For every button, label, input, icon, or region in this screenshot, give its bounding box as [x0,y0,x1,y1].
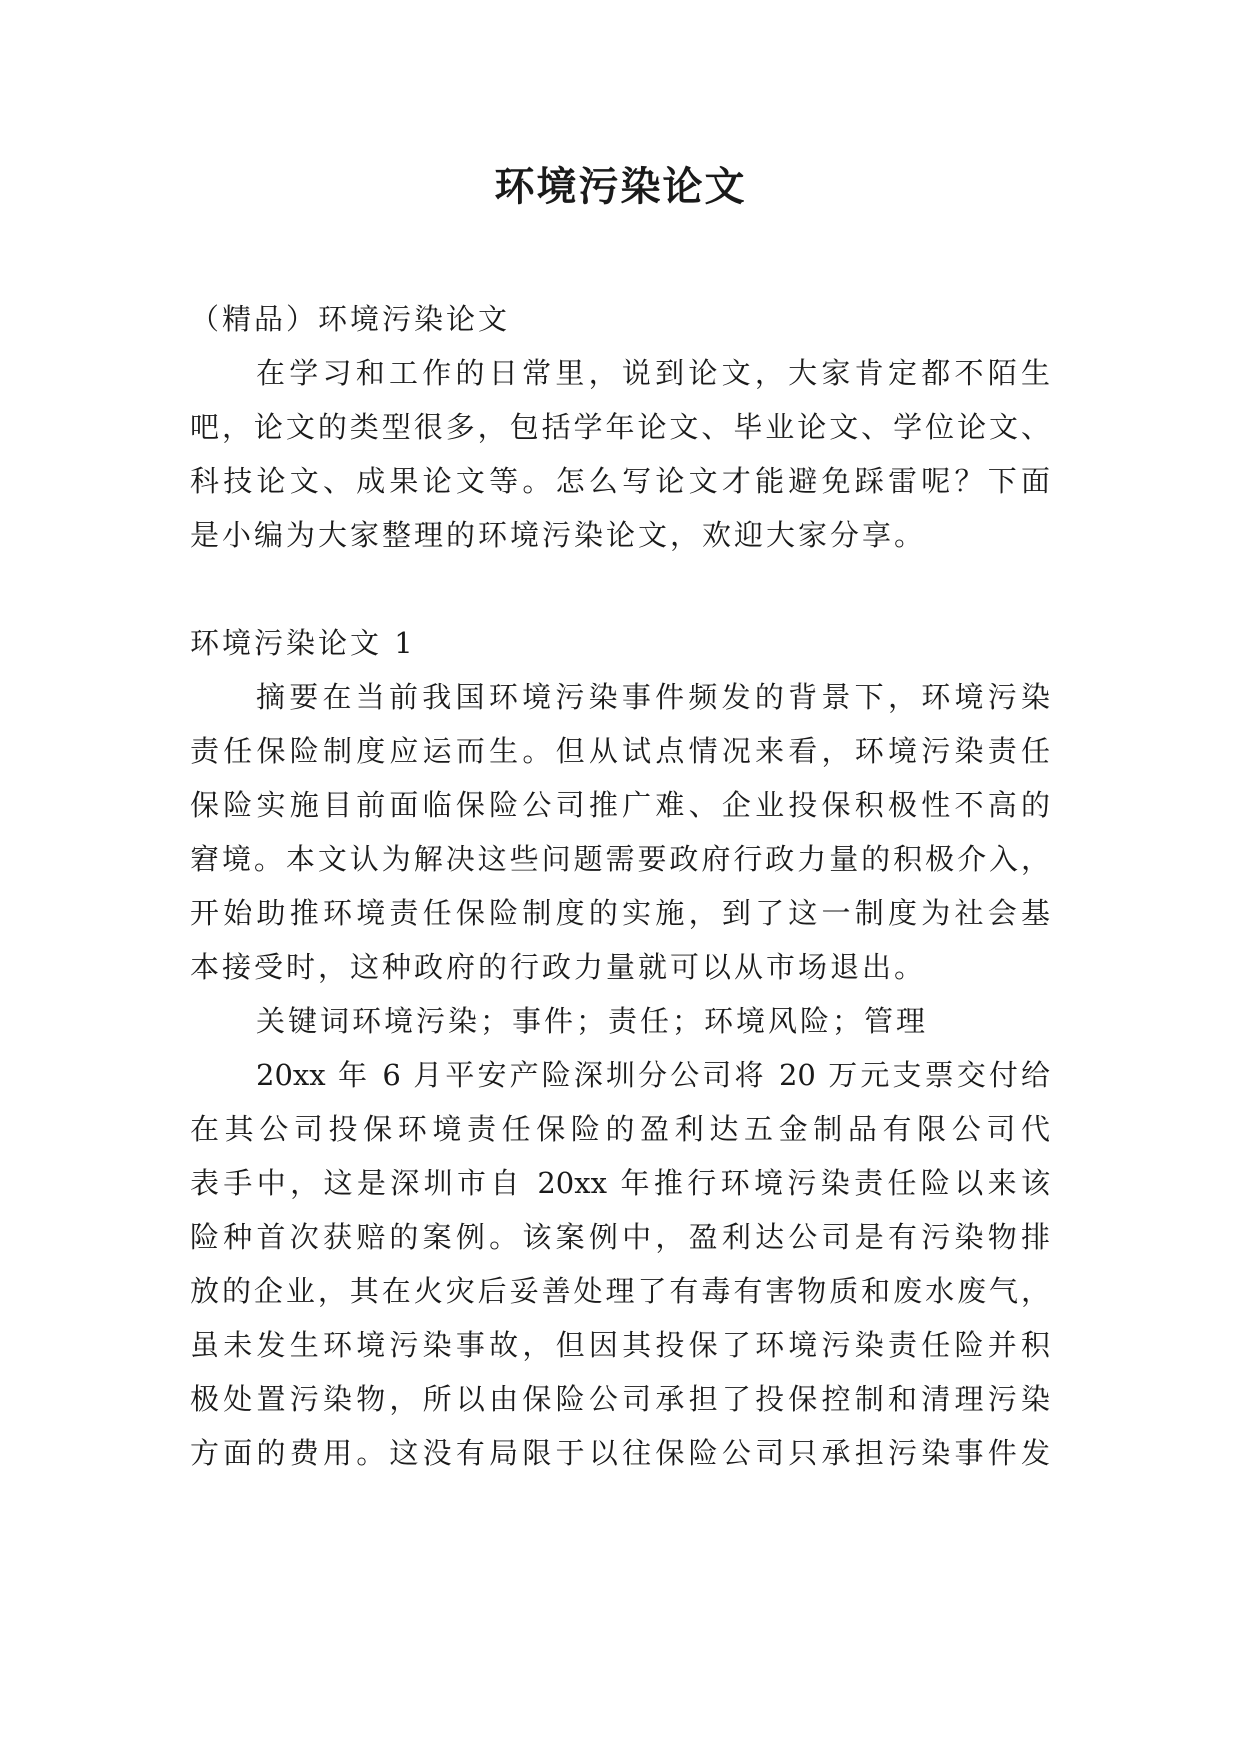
intro-line: 在学习和工作的日常里，说到论文，大家肯定都不陌生 [256,356,1050,390]
intro-line: 是小编为大家整理的环境污染论文，欢迎大家分享。 [190,518,927,552]
paragraph-line: 极处置污染物，所以由保险公司承担了投保控制和清理污染 [190,1382,1050,1416]
document-body [190,292,1050,1480]
body-paragraph [190,1048,1050,1480]
keywords: 关键词环境污染；事件；责任；环境风险；管理 [256,1004,929,1038]
intro-line: 吧，论文的类型很多，包括学年论文、毕业论文、学位论文、 [190,410,1050,444]
abstract-line: 开始助推环境责任保险制度的实施，到了这一制度为社会基 [190,896,1050,930]
paragraph-line: 20xx 年 6 月平安产险深圳分公司将 20 万元支票交付给 [256,1058,1050,1092]
intro-line: 科技论文、成果论文等。怎么写论文才能避免踩雷呢？下面 [190,464,1050,498]
paragraph-line: 放的企业，其在火灾后妥善处理了有毒有害物质和废水废气， [190,1274,1050,1308]
subtitle: （精品）环境污染论文 [190,302,511,336]
paragraph-line: 在其公司投保环境责任保险的盈利达五金制品有限公司代 [190,1112,1050,1146]
paragraph-line: 虽未发生环境污染事故，但因其投保了环境污染责任险并积 [190,1328,1050,1362]
intro-paragraph [190,346,1050,562]
abstract-line: 窘境。本文认为解决这些问题需要政府行政力量的积极介入， [190,842,1050,876]
section-heading: 环境污染论文 1 [190,626,416,660]
abstract-paragraph [190,670,1050,994]
paragraph-gap [190,562,1050,616]
paragraph-line: 险种首次获赔的案例。该案例中，盈利达公司是有污染物排 [190,1220,1050,1254]
abstract-line: 保险实施目前面临保险公司推广难、企业投保积极性不高的 [190,788,1050,822]
paragraph-line: 表手中，这是深圳市自 20xx 年推行环境污染责任险以来该 [190,1166,1050,1200]
document-title: 环境污染论文 [494,164,747,210]
abstract-line: 责任保险制度应运而生。但从试点情况来看，环境污染责任 [190,734,1050,768]
abstract-line: 本接受时，这种政府的行政力量就可以从市场退出。 [190,950,927,984]
paragraph-line: 方面的费用。这没有局限于以往保险公司只承担污染事件发 [190,1436,1050,1470]
abstract-line: 摘要在当前我国环境污染事件频发的背景下，环境污染 [256,680,1050,714]
